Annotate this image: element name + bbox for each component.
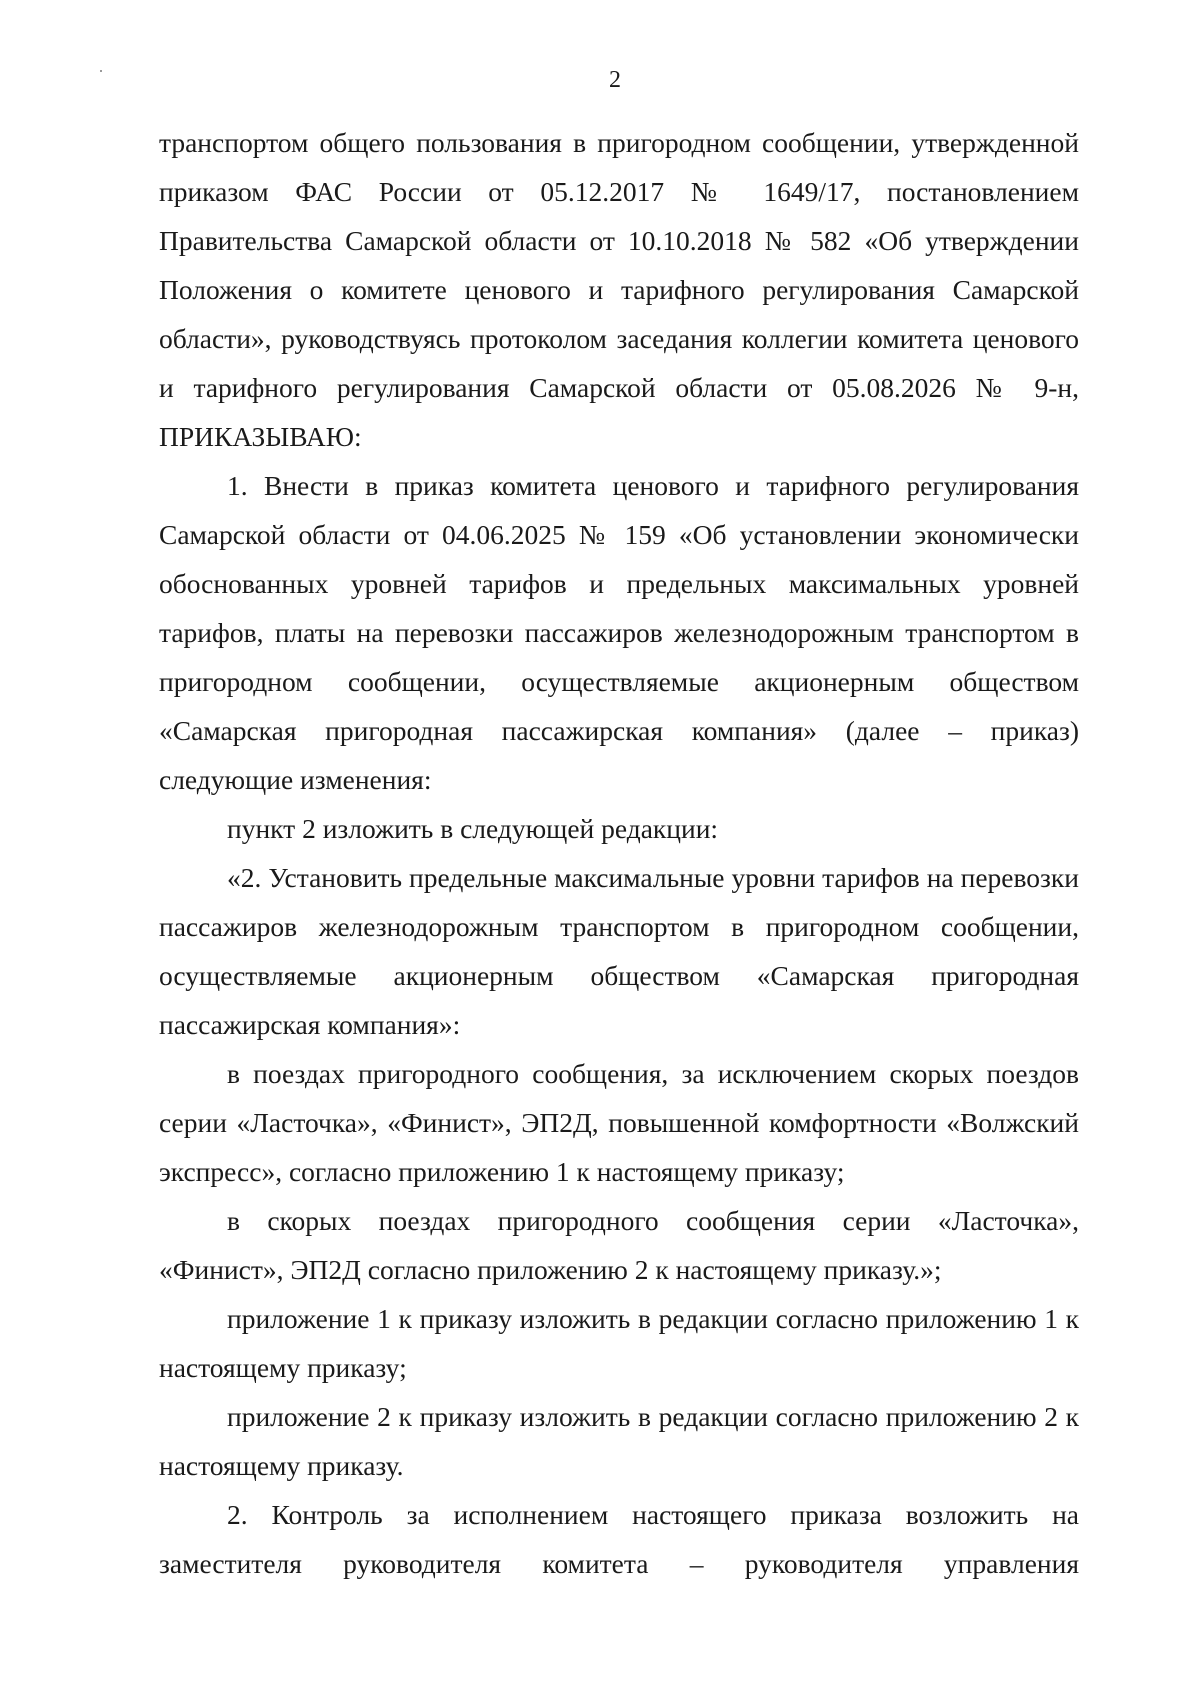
paragraph-fast-trains: в скорых поездах пригородного сообщения серии «Ласточка», «Финист», ЭП2Д согласно приложению 2 к настоящему приказу.»; [159, 1205, 1079, 1285]
paragraph-continuation: транспортом общего пользования в пригородном сообщении, утвержденной приказом ФАС России от 05.12.2017 № 1649/17, постановлением Правительства Самарской области от 10.10.2018 № 582 «Об утверждении Положения о комитете ценового и тарифного регулирования Самарской области», руководствуясь протоколом заседания коллегии комитета ценового и тарифного регулирования Самарской области от 05.08.2026 № 9-н, ПРИКАЗЫВАЮ: [159, 127, 1079, 452]
document-body [159, 118, 1079, 1588]
paragraph-point-2-intro: пункт 2 изложить в следующей редакции: [227, 813, 719, 844]
paragraph-item-2: 2. Контроль за исполнением настоящего приказа возложить на заместителя руководителя комитета – руководителя управления [159, 1499, 1079, 1579]
paragraph-item-1: 1. Внести в приказ комитета ценового и тарифного регулирования Самарской области от 04.06.2025 № 159 «Об установлении экономически обоснованных уровней тарифов и предельных максимальных уровней тарифов, платы на перевозки пассажиров железнодорожным транспортом в пригородном сообщении, осуществляемые акционерным обществом «Самарская пригородная пассажирская компания» (далее – приказ) следующие изменения: [159, 470, 1079, 795]
paragraph-regular-trains: в поездах пригородного сообщения, за исключением скорых поездов серии «Ласточка», «Финист», ЭП2Д, повышенной комфортности «Волжский экспресс», согласно приложению 1 к настоящему приказу; [159, 1058, 1079, 1187]
paragraph-appendix-2: приложение 2 к приказу изложить в редакции согласно приложению 2 к настоящему приказу. [159, 1401, 1079, 1481]
page-number: 2 [609, 67, 621, 93]
paragraph-appendix-1: приложение 1 к приказу изложить в редакции согласно приложению 1 к настоящему приказу; [159, 1303, 1079, 1383]
paragraph-point-2-text: «2. Установить предельные максимальные уровни тарифов на перевозки пассажиров железнодорожным транспортом в пригородном сообщении, осуществляемые акционерным обществом «Самарская пригородная пассажирская компания»: [159, 862, 1079, 1040]
